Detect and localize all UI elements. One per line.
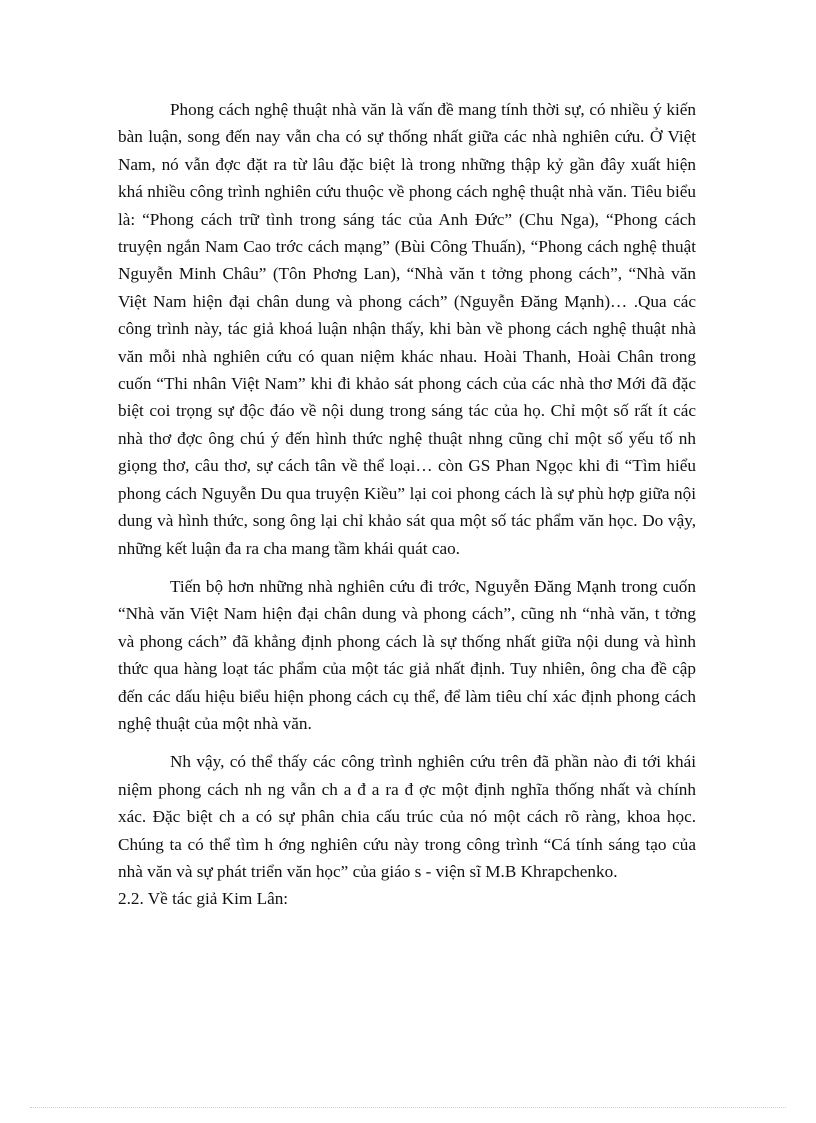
document-body: [118, 96, 696, 913]
section-heading: 2.2. Về tác giả Kim Lân:: [118, 889, 289, 909]
paragraph-3: Nh vậy, có thể thấy các công trình nghiên cứu trên đã phần nào đi tới khái niệm phong cách nh ng vẫn ch a đ a ra đ ợc một định nghĩa thống nhất và chính xác. Đặc biệt ch a có sự phân chia cấu trúc của nó một cách rõ ràng, khoa học. Chúng ta có thể tìm h ớng nghiên cứu này trong công trình “Cá tính sáng tạo của nhà văn và sự phát triển văn học” của giáo s - viện sĩ M.B Khrapchenko.: [118, 752, 696, 881]
paragraph-1: Phong cách nghệ thuật nhà văn là vấn đề mang tính thời sự, có nhiều ý kiến bàn luận, song đến nay vẫn cha có sự thống nhất giữa các nhà nghiên cứu. Ở Việt Nam, nó vẫn đợc đặt ra từ lâu đặc biệt là trong những thập kỷ gần đây xuất hiện khá nhiều công trình nghiên cứu thuộc về phong cách nghệ thuật nhà văn. Tiêu biểu là: “Phong cách trữ tình trong sáng tác của Anh Đức” (Chu Nga), “Phong cách truyện ngắn Nam Cao trớc cách mạng” (Bùi Công Thuấn), “Phong cách nghệ thuật Nguyễn Minh Châu” (Tôn Phơng Lan), “Nhà văn t tởng phong cách”, “Nhà văn Việt Nam hiện đại chân dung và phong cách” (Nguyễn Đăng Mạnh)… .Qua các công trình này, tác giả khoá luận nhận thấy, khi bàn về phong cách nghệ thuật nhà văn mỗi nhà nghiên cứu có quan niệm khác nhau. Hoài Thanh, Hoài Chân trong cuốn “Thi nhân Việt Nam” khi đi khảo sát phong cách của các nhà thơ Mới đã đặc biệt coi trọng sự độc đáo về nội dung trong sáng tác của họ. Chỉ một số rất ít các nhà thơ đợc ông chú ý đến hình thức nghệ thuật nhng cũng chỉ một số yếu tố nh giọng thơ, câu thơ, sự cách tân về thể loại… còn GS Phan Ngọc khi đi “Tìm hiểu phong cách Nguyễn Du qua truyện Kiều” lại coi phong cách là sự phù hợp giữa nội dung và hình thức, song ông lại chỉ khảo sát qua một số tác phẩm văn học. Do vậy, những kết luận đa ra cha mang tầm khái quát cao.: [118, 100, 696, 558]
paragraph-2: Tiến bộ hơn những nhà nghiên cứu đi trớc, Nguyễn Đăng Mạnh trong cuốn “Nhà văn Việt Nam hiện đại chân dung và phong cách”, cũng nh “nhà văn, t tởng và phong cách” đã khẳng định phong cách là sự thống nhất giữa nội dung và hình thức qua hàng loạt tác phẩm của một tác giả nhất định. Tuy nhiên, ông cha đề cập đến các dấu hiệu biểu hiện phong cách cụ thể, để làm tiêu chí xác định phong cách nghệ thuật của một nhà văn.: [118, 576, 696, 733]
page-bottom-rule: [30, 1107, 786, 1108]
